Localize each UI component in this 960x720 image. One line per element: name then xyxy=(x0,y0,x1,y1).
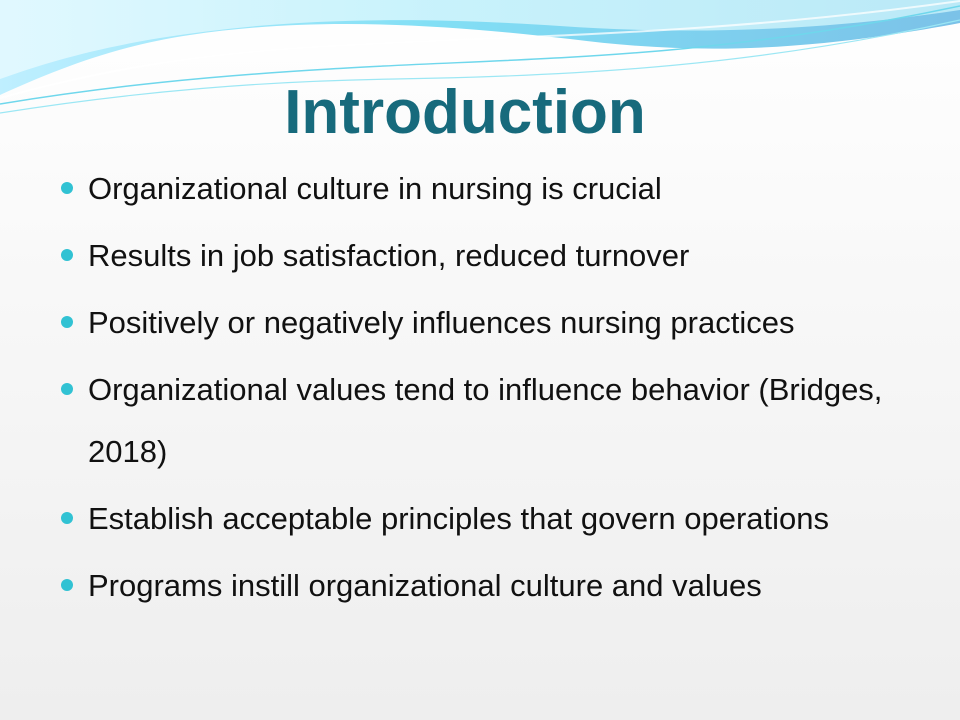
bullet-dot-icon xyxy=(61,249,73,261)
bullet-item xyxy=(58,359,928,483)
bullet-dot-icon xyxy=(61,383,73,395)
bullet-item xyxy=(58,488,928,550)
bullet-text: Programs instill organizational culture and values xyxy=(88,568,762,603)
bullet-text: Organizational values tend to influence behavior (Bridges, 2018) xyxy=(88,372,883,469)
bullet-dot-icon xyxy=(61,579,73,591)
bullet-item xyxy=(58,225,928,287)
bullet-item xyxy=(58,292,928,354)
bullet-item xyxy=(58,158,928,220)
bullet-text: Results in job satisfaction, reduced turnover xyxy=(88,238,690,273)
slide-title: Introduction xyxy=(284,78,646,147)
bullet-dot-icon xyxy=(61,316,73,328)
bullet-text: Organizational culture in nursing is crucial xyxy=(88,171,662,206)
bullet-dot-icon xyxy=(61,182,73,194)
bullet-dot-icon xyxy=(61,512,73,524)
bullet-item xyxy=(58,555,928,617)
bullet-text: Positively or negatively influences nursing practices xyxy=(88,305,795,340)
bullet-list xyxy=(58,158,928,622)
bullet-text: Establish acceptable principles that govern operations xyxy=(88,501,830,536)
